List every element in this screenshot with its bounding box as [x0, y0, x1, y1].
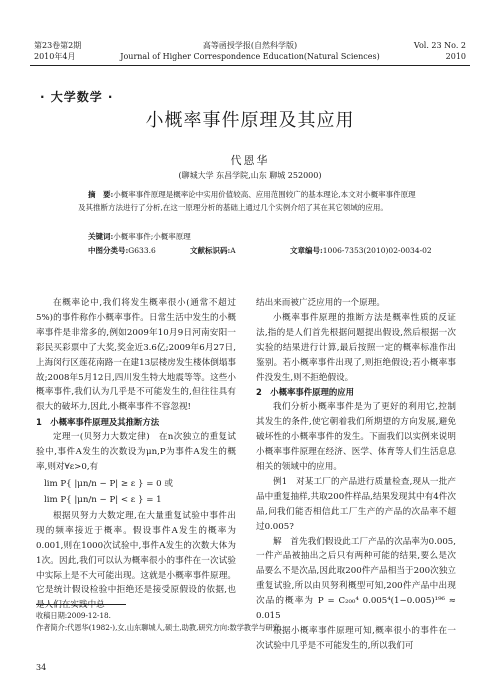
formula-1: lim P{ |μn/n − P| ≥ ε } = 0 或: [44, 478, 173, 489]
section-heading-1: 1 小概率事件原理及其推断方法: [36, 417, 160, 428]
continuation-paragraph: 结出来而被广泛应用的一个原理。: [256, 298, 385, 308]
author-affiliation: (聊城大学 东昌学院,山东 聊城 252000): [178, 171, 322, 180]
inference-paragraph: 小概率事件原理的推断方法是概率性质的反证法,指的是人们首先根据问题提出假设,然后根据一次实验的结果进行计算,最后按照一定的概率标准作出鉴别。若小概率事件出现了,则拒绝假设;若小概率事件没发生,则不拒绝假设。: [256, 312, 456, 383]
left-column: [36, 296, 236, 613]
keywords: [88, 231, 191, 242]
journal-name-en: Journal of Higher Correspondence Education(Natural Sciences): [120, 52, 380, 61]
right-column: [256, 296, 456, 654]
doc-label: 文献标识码:: [190, 246, 231, 255]
theorem-paragraph: 定理一(贝努力大数定律) 在n次独立的重复试验中,事件A发生的次数设为μn,P为事件A发生的概率,则对∀ε>0,有: [36, 432, 236, 472]
section-label: · 大学数学 ·: [40, 90, 114, 104]
clc-value: G633.6: [128, 246, 156, 255]
article-value: 1006-7353(2010)02-0034-02: [322, 246, 432, 255]
paper-title: 小概率事件原理及其应用: [145, 110, 355, 131]
principle-paragraph: 根据贝努力大数定理,在大量重复试验中事件出现的频率接近于概率。假设事件A发生的概率为0.001,则在1000次试验中,事件A发生的次数大体为1次。因此,我们可以认为概率很小的事件在一次试验中实际上是不大可能出现。这就是小概率事件原理。它是统计假设检验中拒绝还是接受原假设的依据,也是人们在实践中总: [36, 510, 236, 611]
abstract: [78, 188, 423, 214]
keywords-text: 小概率事件;小概率原理: [113, 232, 191, 241]
section-heading-2: 2 小概率事件原理的应用: [256, 387, 354, 398]
keywords-label: 关键词:: [88, 232, 114, 241]
article-label: 文章编号:: [290, 246, 323, 255]
footnote-rule: [36, 604, 126, 605]
issue-date: 2010年4月: [34, 52, 76, 61]
abstract-text: 小概率事件原理是概率论中实用价值较高、应用范围较广的基本理论,本文对小概率事件原理及其推断方法进行了分析,在这一原理分析的基础上通过几个实例介绍了其在其它领域的应用。: [78, 190, 416, 212]
clc-label: 中图分类号:: [88, 246, 129, 255]
conclusion-paragraph: 根据小概率事件原理可知,概率很小的事件在一次试验中几乎是不可能发生的,所以我们可: [256, 625, 456, 651]
article-number: [290, 245, 432, 256]
year: 2010: [445, 52, 466, 61]
author-bio: 作者简介:代恩华(1982-),女,山东聊城人,硕士,助教,研究方向:数学教学与研究.: [36, 623, 283, 632]
example-1-paragraph: 例1 对某工厂的产品进行质量检查,现从一批产品中重复抽样,共取200件样品,结果发现其中有4件次品,问我们能否相信此工厂生产的产品的次品率不超过0.005?: [256, 476, 456, 532]
journal-name-cn: 高等函授学报(自然科学版): [202, 41, 298, 50]
clc-number: [88, 245, 156, 256]
solution-paragraph: 解 首先我们假设此工厂产品的次品率为0.005,一件产品被抽出之后只有两种可能的结果,要么是次品要么不是次品,因此取200件产品相当于200次独立重复试验,所以由贝努利概型可知,200件产品中出现次品的概率为 P = C₂₀₀⁴ 0.005⁴(1−0.005)¹⁹⁶ ≈ 0.015: [256, 536, 456, 622]
journal-volume-en: [414, 40, 466, 62]
formula-2: lim P{ |μn/n − P| < ε } = 1: [44, 494, 162, 505]
volume-issue: 第23卷第2期: [34, 41, 82, 50]
doc-value: A: [230, 246, 236, 255]
intro-paragraph: 在概率论中,我们将发生概率很小(通常不超过5%)的事件称作小概率事件。日常生活中发生的小概率事件是非常多的,例如2009年10月9日河南安阳一彩民买彩票中了大奖,奖金近3.6亿;2009年6月27日,上海闵行区莲花南路一在建13层楼房发生楼体倒塌事故;2008年5月12日,四川发生特大地震等等。这些小概率事件,我们认为几乎是不可能发生的,但往往具有很大的破坏力,因此,小概率事件不容忽视!: [36, 298, 236, 413]
application-paragraph: 我们分析小概率事件是为了更好的利用它,控制其发生的条件,使它朝着我们所期望的方向发展,避免破坏性的小概率事件的发生。下面我们以实例来说明小概率事件原理在经济、医学、体育等人们生活息息相关的领域中的应用。: [256, 402, 456, 472]
author-name: 代恩华: [230, 154, 270, 167]
document-code: [190, 245, 236, 256]
volume-issue-en: Vol. 23 No. 2: [413, 41, 466, 50]
abstract-label: 摘 要:: [88, 190, 114, 199]
received-date: 收稿日期:2009-12-18.: [36, 611, 111, 620]
header-rule: [30, 65, 470, 66]
page-number: 34: [36, 663, 47, 672]
